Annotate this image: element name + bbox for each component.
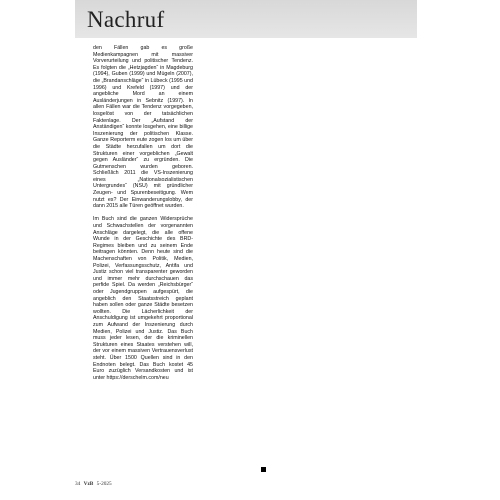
issue-number: 5-2025: [96, 481, 112, 487]
section-title: Nachruf: [87, 7, 165, 32]
end-of-article-mark-icon: [261, 467, 266, 472]
magazine-page: [75, 0, 417, 500]
header-band: [75, 0, 417, 38]
article-paragraph: den Fällen gab es große Medienkampagnen mit massiver Vorverurteilung und politischer Tendenz. Es folgten die „Hetzjagden“ in Magdeburg (1994), Guben (1999) und Mügeln (2007), die „Brandanschläge“ in Lübeck (1995 und 1996) und Krefeld (1997) und der angebliche Mord an einem Ausländerjungen in Sebnitz (1997). In allen Fällen war die Tendenz vorgegeben, losgelöst von der tatsächlichen Faktenlage. Der „Aufstand der Anständigen“ konnte losgehen, eine billige Inszenierung der politischen Klasse. Ganze Reporterm eute zogen los um über die Städte herzufallen um dort die Strukturen einer vorgeblichen „Gewalt gegen Ausländer“ zu ergründen. Die Gutmenschen wurden geboren. Schließlich 2011 die VS-Inszenierung eines „Nationalsozialistischen Untergrundes“ (NSU) mit gründlicher Zeugen- und Spurenbeseitigung. Wem nutzt es? Der Einwanderungslobby, der dann 2015 alle Türen geöffnet wurden.: [93, 45, 193, 210]
magazine-logo: VzB: [83, 481, 94, 487]
article-column: [93, 45, 193, 381]
page-number: 34: [75, 481, 81, 487]
article-paragraph: Im Buch sind die ganzen Widersprüche und Schwachstellen der vorgenannten Anschläge dargelegt, die alle offene Wunde in der Geschichte des BRD-Regimes bleiben und zu seinem Ende beitragen könnten. Denn heute sind die Machenschaften von Politik, Medien, Polizei, Verfassungsschutz, Antifa und Justiz schon viel transparenter geworden und immer mehr durchschauen das perfide Spiel. Da werden „Reichsbürger“ oder Jugendgruppen aufgespürt, die angeblich den Staatsstreich geplant haben sollen oder ganze Städte besetzen wollten. Die Lächerlichkeit der Anschuldigung ist umgekehrt proportional zum Aufwand der Inszenierung durch Medien, Polizei und Justiz. Das Buch muss jeder lesen, der die kriminellen Strukturen eines Staates verstehen will, der vor einem massiven Vertrauensverlust steht. Über 1500 Quellen sind in den Endnoten belegt. Das Buch kostet 45 Euro zuzüglich Versandkosten und ist unter https://derschelm.com/neu: [93, 216, 193, 381]
page-footer: [75, 481, 114, 487]
